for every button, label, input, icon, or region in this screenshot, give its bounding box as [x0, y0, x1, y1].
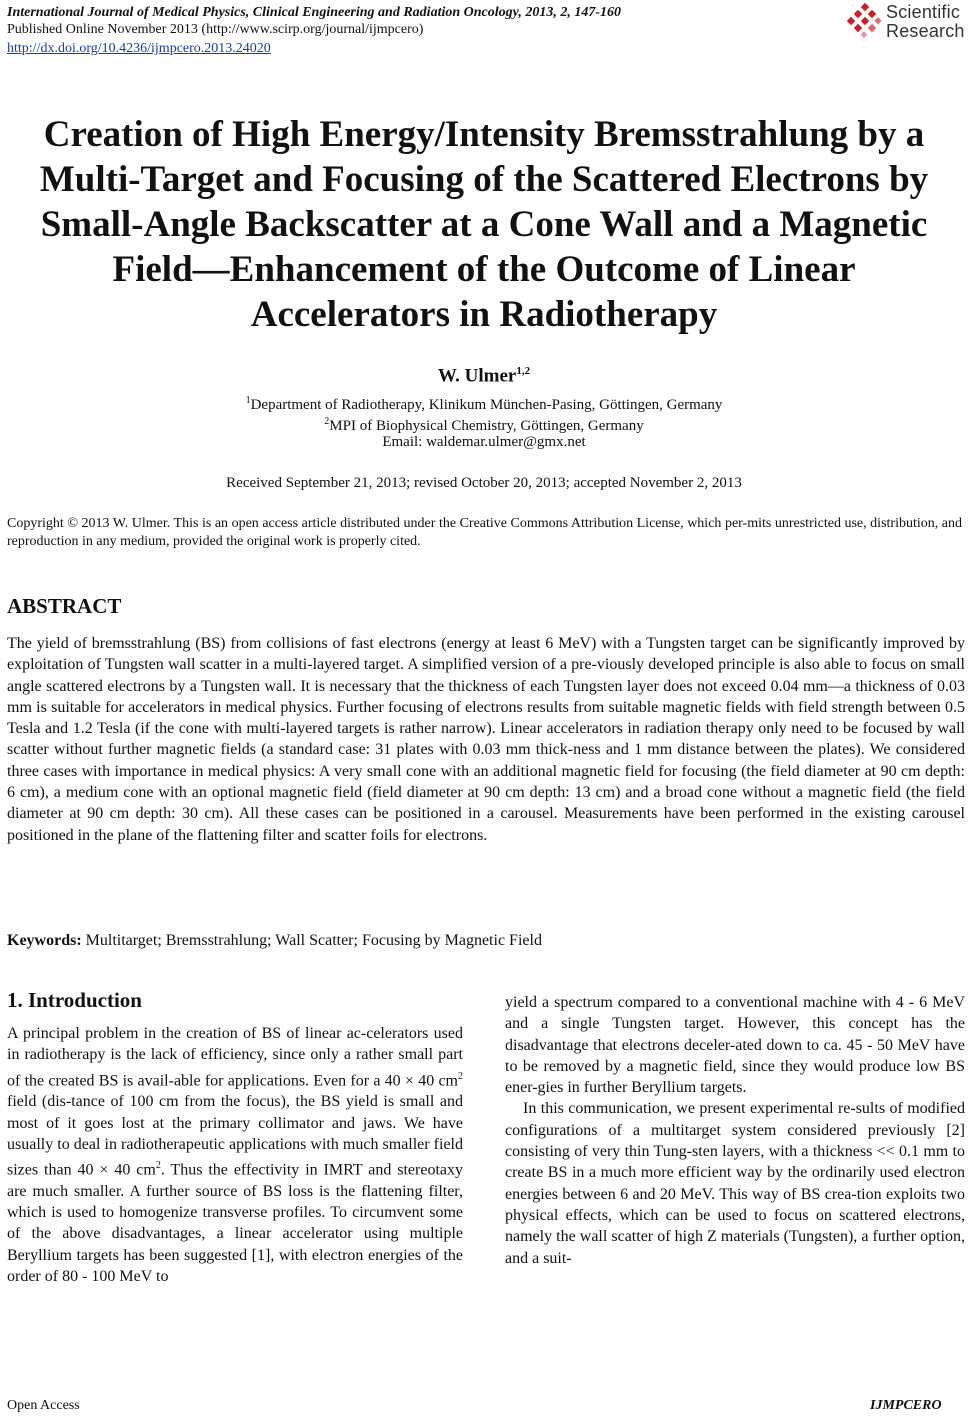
- keywords-label: Keywords:: [7, 932, 82, 949]
- affiliation-1-text: Department of Radiotherapy, Klinikum München-Pasing, Göttingen, Germany: [250, 397, 723, 413]
- affiliation-1-sup: 1: [245, 395, 251, 406]
- left-column: [7, 1023, 463, 1287]
- superscript: 2: [155, 1160, 161, 1172]
- footer-open-access: Open Access: [7, 1398, 80, 1413]
- title-line: Creation of High Energy/Intensity Bremsstrahlung by a: [43, 114, 925, 155]
- scientific-research-logo: [846, 2, 964, 46]
- title-line: Multi-Target and Focusing of the Scattered Electrons by: [39, 159, 929, 200]
- title-line: Field—Enhancement of the Outcome of Linear: [112, 249, 856, 290]
- journal-name: International Journal of Medical Physics, Clinical Engineering and Radiation Oncology: [7, 5, 519, 20]
- abstract-heading: ABSTRACT: [7, 594, 122, 618]
- logo-diamond-icon: [846, 2, 886, 46]
- footer-journal-abbrev: IJMPCERO: [870, 1398, 942, 1413]
- published-online: Published Online November 2013 (http://www.scirp.org/journal/ijmpcero): [7, 22, 424, 37]
- logo-line-2: Research: [886, 21, 965, 41]
- doi-link[interactable]: http://dx.doi.org/10.4236/ijmpcero.2013.24020: [7, 41, 271, 56]
- superscript: 2: [458, 1070, 463, 1082]
- right-column: [505, 992, 965, 1269]
- intro-text-c: . Thus the effectivity in IMRT and stereotaxy are much smaller. A further source of BS loss is the flattening filter, which is used to homogenize transverse profiles. To circumvent some of the above disadvantages, a linear accelerator using multiple Beryllium targets has been suggested [1], with electron energies of the order of 80 - 100 MeV to: [7, 1161, 463, 1285]
- intro-paragraph-1: [7, 1023, 463, 1287]
- title-line: Accelerators in Radiotherapy: [250, 294, 718, 335]
- title-line: Small-Angle Backscatter at a Cone Wall and a Magnetic: [40, 204, 928, 245]
- journal-citation: [7, 4, 621, 21]
- introduction-heading: 1. Introduction: [7, 988, 142, 1012]
- keywords-line: [7, 932, 542, 950]
- received-dates: Received September 21, 2013; revised October 20, 2013; accepted November 2, 2013: [226, 475, 742, 491]
- journal-issue: , 2013, 2, 147-160: [518, 5, 621, 20]
- keywords-text: Multitarget; Bremsstrahlung; Wall Scatter; Focusing by Magnetic Field: [81, 932, 542, 949]
- intro-paragraph-1-continued: yield a spectrum compared to a conventional machine with 4 - 6 MeV and a single Tungsten target. However, this concept has the disadvantage that electrons deceler-ated down to ca. 45 - 50 MeV have to be removed by a magnetic field, since they would produce low BS ener-gies in further Beryllium targets.: [505, 994, 965, 1097]
- copyright-notice: Copyright © 2013 W. Ulmer. This is an open access article distributed under the Creative Commons Attribution License, which per-mits unrestricted use, distribution, and reproduction in any medium, provided the original work is properly cited.: [7, 516, 962, 549]
- author-email: Email: waldemar.ulmer@gmx.net: [382, 434, 586, 450]
- affiliation-2-sup: 2: [324, 416, 330, 427]
- paper-title: [0, 112, 968, 337]
- intro-text-b: field (dis-tance of 100 cm from the focus), the BS yield is small and most of it goes lost at the primary collimator and jaws. We have usually to deal in radiotherapeutic applications with much smaller field sizes than 40 × 40 cm: [7, 1093, 463, 1179]
- author-line: [0, 365, 968, 387]
- author-name: W. Ulmer: [437, 365, 517, 387]
- abstract-text: The yield of bremsstrahlung (BS) from collisions of fast electrons (energy at least 6 MeV) with a Tungsten target can be significantly improved by exploitation of Tungsten wall scatter in a multi-layered target. A simplified version of a pre-viously developed principle is also able to focus on small angle scattered electrons by a Tungsten wall. It is necessary that the thickness of each Tungsten layer does not exceed 0.04 mm—a thickness of 0.03 mm is suitable for accelerators in medical physics. Further focusing of electrons results from suitable magnetic fields with field strength between 0.5 Tesla and 1.2 Tesla (if the cone with multi-layered targets is rather narrow). Linear accelerators in radiation therapy only need to be focused by wall scatter without further magnetic fields (a standard case: 31 plates with 0.03 mm thick-ness and 1 mm distance between the plates). We considered three cases with importance in medical physics: A very small cone with an additional magnetic field for focusing (the field diameter at 90 cm depth: 6 cm), a medium cone with an optional magnetic field (field diameter at 90 cm depth: 13 cm) and a broad cone without a magnetic field (the field diameter at 90 cm depth: 30 cm). All these cases can be positioned in a carousel. Measurements have been performed in the existing carousel positioned in the plane of the flattening filter and scatter foils for electrons.: [7, 635, 965, 844]
- affiliation-2-text: MPI of Biophysical Chemistry, Göttingen, Germany: [329, 418, 644, 434]
- intro-paragraph-2: In this communication, we present experimental re-sults of modified configurations of a multitarget system considered previously [2] consisting of very thin Tung-sten layers, with a thickness << 0.1 mm to create BS in a much more efficient way by the ordinarily used electron energies between 6 and 20 MeV. This way of BS crea-tion exploits two physical effects, which can be used to focus on scattered electrons, namely the wall scatter of high Z materials (Tungsten), a further option, and a suit-: [505, 1100, 965, 1267]
- logo-line-1: Scientific: [886, 2, 961, 22]
- author-affil-sup: 1,2: [516, 365, 531, 377]
- intro-text-a: A principal problem in the creation of BS of linear ac-celerators used in radiotherapy is the lack of efficiency, since only a rather small part of the created BS is avail-able for applications. Even for a 40 × 40 cm: [7, 1025, 463, 1089]
- logo-wordmark: [886, 3, 965, 41]
